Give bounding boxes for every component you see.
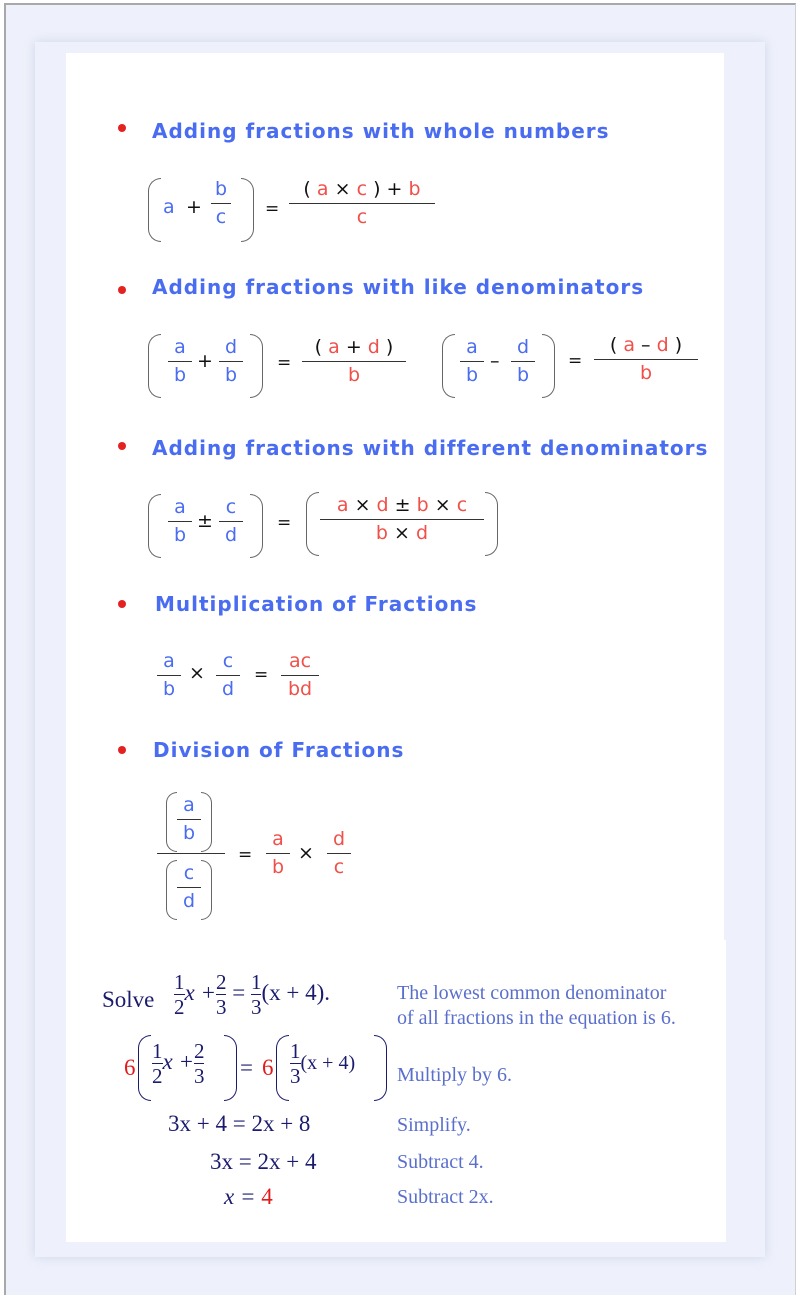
left-paren <box>148 494 161 558</box>
equals-sign: = <box>254 665 269 685</box>
section-title: Adding fractions with whole numbers <box>152 119 610 143</box>
var-a: a <box>163 196 175 218</box>
minus-sign: – <box>490 350 500 372</box>
right-paren <box>201 792 212 852</box>
fraction-a-over-b: a b <box>177 794 201 845</box>
fraction-a-over-b: a b <box>168 336 192 387</box>
section-title: Adding fractions with like denominators <box>152 275 645 299</box>
bullet-icon <box>118 124 126 132</box>
fraction-a-over-b: a b <box>460 336 484 387</box>
section-title: Division of Fractions <box>153 738 405 762</box>
right-paren <box>201 860 212 920</box>
equation-line-5: x = 4 <box>224 1184 273 1209</box>
section-title: Multiplication of Fractions <box>155 592 478 616</box>
right-paren <box>224 1035 237 1101</box>
fraction-d-over-b: d b <box>511 336 535 387</box>
right-paren <box>485 492 498 556</box>
left-paren <box>166 792 177 852</box>
equals-sign: = <box>277 353 292 373</box>
fraction-c-over-d: c d <box>219 496 243 547</box>
bullet-icon <box>118 286 126 294</box>
fraction-c-over-d: c d <box>216 650 240 701</box>
plus-sign: + <box>186 196 202 218</box>
right-paren <box>374 1035 387 1101</box>
times-sign: × <box>189 662 205 684</box>
left-paren <box>276 1035 289 1101</box>
equation-line-2-right: $\frac{1}{3}$ (x + 4) <box>290 1039 356 1088</box>
fraction-c-over-d: c d <box>177 862 201 913</box>
note-lcd-line1: The lowest common denominator <box>397 982 667 1004</box>
bullet-icon <box>118 600 126 608</box>
left-paren <box>166 860 177 920</box>
left-paren <box>306 492 319 556</box>
right-paren <box>241 178 254 242</box>
multiplier-six: 6 <box>124 1055 136 1080</box>
times-sign: × <box>298 842 314 864</box>
note-lcd-line2: of all fractions in the equation is 6. <box>397 1007 676 1029</box>
solve-label: Solve <box>102 987 155 1012</box>
equation-line-4: 3x = 2x + 4 <box>210 1149 317 1174</box>
note-multiply: Multiply by 6. <box>397 1064 513 1086</box>
equals-sign: = <box>238 845 253 865</box>
equals-sign: = <box>265 199 280 219</box>
fraction-a-over-b: a b <box>157 650 181 701</box>
fraction-result: ( a × c ) + b c <box>289 178 435 229</box>
fraction-a-over-b: a b <box>266 828 290 879</box>
fraction-difference-result: ( a – d ) b <box>594 334 698 385</box>
note-subtract-4: Subtract 4. <box>397 1151 484 1173</box>
bullet-icon <box>118 746 126 754</box>
fraction-d-over-b: d b <box>219 336 243 387</box>
right-paren <box>542 334 555 398</box>
fraction-ac-over-bd: ac bd <box>281 650 319 701</box>
note-simplify: Simplify. <box>397 1114 471 1136</box>
fraction-cross-result: a × d ± b × c b × d <box>320 494 484 545</box>
bullet-icon <box>118 442 126 450</box>
plus-minus-sign: ± <box>197 510 213 532</box>
equals-sign: = <box>568 351 583 371</box>
note-subtract-2x: Subtract 2x. <box>397 1186 494 1208</box>
equation-line-1: $\frac{1}{2}$ x + $\frac{2}{3}$ = $\frac{1}{3}$ (x + 4). <box>174 970 331 1019</box>
fraction-sum-result: ( a + d ) b <box>302 336 406 387</box>
right-paren <box>250 334 263 398</box>
left-paren <box>148 178 161 242</box>
left-paren <box>138 1035 151 1101</box>
section-title: Adding fractions with different denominators <box>152 436 709 460</box>
equals-sign: = <box>277 513 292 533</box>
equation-line-3: 3x + 4 = 2x + 8 <box>168 1111 311 1136</box>
left-paren <box>442 334 455 398</box>
main-fraction-bar <box>157 853 225 854</box>
fraction-d-over-c: d c <box>327 828 351 879</box>
multiplier-six: 6 <box>262 1055 274 1080</box>
fraction-b-over-c: b c <box>211 178 231 229</box>
left-paren <box>148 334 161 398</box>
fraction-a-over-b: a b <box>168 496 192 547</box>
equation-line-2-left: $\frac{1}{2}$ x + $\frac{2}{3}$ <box>152 1039 205 1088</box>
right-paren <box>250 494 263 558</box>
equals-sign: = <box>240 1055 253 1080</box>
plus-sign: + <box>197 350 213 372</box>
